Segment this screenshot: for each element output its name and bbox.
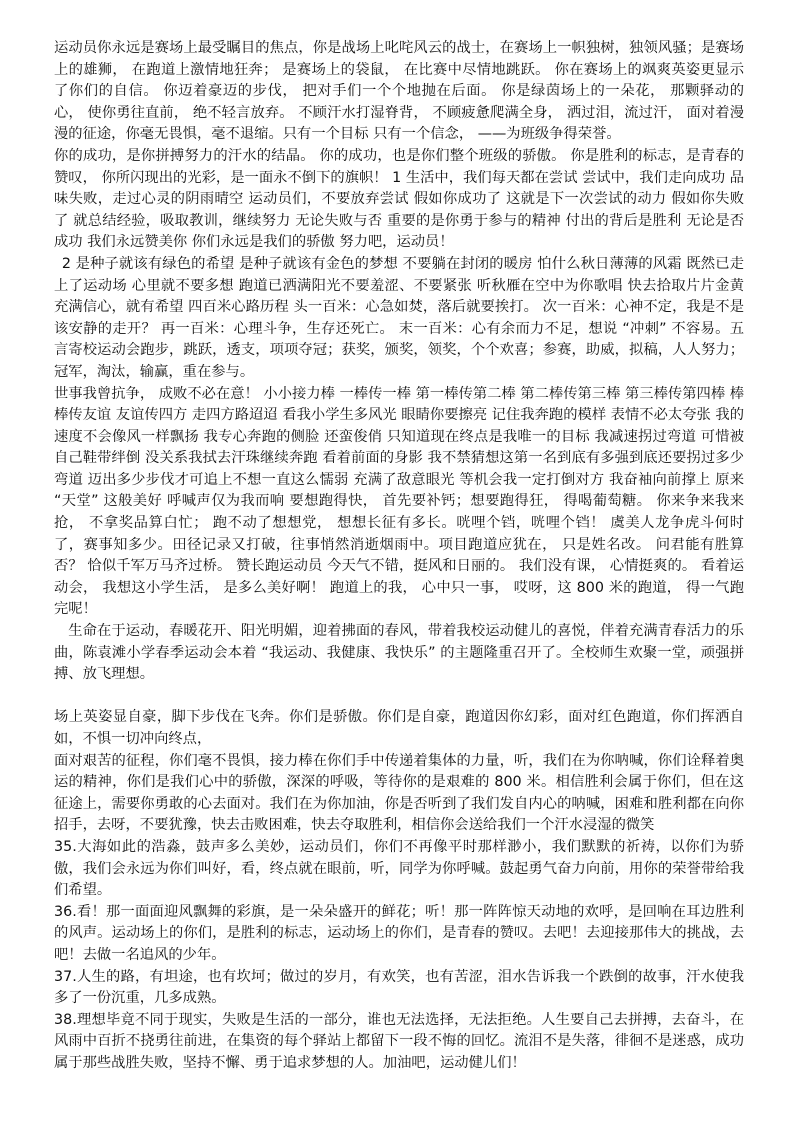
blank-line: [54, 686, 744, 708]
paragraph-hard-journey: 面对艰苦的征程，你们毫不畏惧，接力棒在你们手中传递着集体的力量，听，我们在为你呐喊，你们诠释着奥运的精神，你们是我们心中的骄傲，深深的呼吸，等待你的是艰难的 800 米。相信胜利会属于你们，但在这征途上，需要你勇敢的心去面对。我们在为你加油，你是否听到了我们发自内心的呐喊，困难和胜利都在向你招手，去呀，不要犹豫，快去击败困难，快去夺取胜利，相信你会送给我们一个汗水浸湿的微笑: [54, 752, 744, 834]
paragraph-athlete-focus: 运动员你永远是赛场上最受瞩目的焦点，你是战场上叱咤风云的战士，在赛场上一帜独树，独领风骚；是赛场上的雄狮， 在跑道上激情地狂奔； 是赛场上的袋鼠， 在比赛中尽情地跳跃。 你在赛场上的飒爽英姿更显示了你们的自信。 你迈着豪迈的步伐， 把对手们一个个地抛在后面。 你是绿茵场上的一朵花， 那颗驿动的心， 使你勇往直前， 绝不轻言放弃。 不顾汗水打湿脊背， 不顾疲惫爬满全身， 洒过泪，流过汗， 面对着漫漫的征途，你毫无畏惧，毫不退缩。只有一个目标 只有一个信念， ——为班级争得荣誉。: [54, 40, 744, 143]
paragraph-seed-hope: 2 是种子就该有绿色的希望 是种子就该有金色的梦想 不要躺在封闭的暖房 怕什么秋日薄薄的风霜 既然已走上了运动场 心里就不要多想 跑道已洒满阳光不要羞涩、不要紧张 听秋雁在空中为你歌唱 快去拾取片片金黄 充满信心，就有希望 四百米心路历程 头一百米：心急如焚，落后就要挨打。 次一百米：心神不定，我是不是该安静的走开？ 再一百米：心理斗争，生存还死亡。 末一百米：心有余而力不足，想说 “冲刺” 不容易。五言寄校运动会跑步，跳跃，透支，项项夺冠；获奖，颁奖，领奖，个个欢喜；参赛，助威，拟稿，人人努力； 冠军，淘汰，输赢，重在参与。: [54, 255, 744, 380]
paragraph-item-38: 38.理想毕竟不同于现实，失败是生活的一部分，谁也无法选择，无法拒绝。人生要自己去拼搏，去奋斗，在风雨中百折不挠勇往前进，在集资的每个驿站上都留下一段不悔的回忆。流泪不是失落，徘徊不是迷惑，成功属于那些战胜失败，坚持不懈、勇于追求梦想的人。加油吧，运动健儿们！: [54, 1011, 744, 1071]
paragraph-spring-games: 生命在于运动，春暖花开、阳光明媚，迎着拂面的春风，带着我校运动健儿的喜悦，伴着充满青春活力的乐曲，陈袁滩小学春季运动会本着 “我运动、我健康、我快乐” 的主题隆重召开了。全校师生欢聚一堂，顽强拼搏、放飞理想。: [54, 623, 744, 683]
paragraph-success: 你的成功，是你拼搏努力的汗水的结晶。 你的成功，也是你们整个班级的骄傲。 你是胜利的标志，是青春的赞叹， 你所闪现出的光彩，是一面永不倒下的旗帜！ 1 生活中，我们每天都在尝试 尝试中，我们走向成功 品味失败，走过心灵的阴雨晴空 运动员们，不要放弃尝试 假如你成功了 这就是下一次尝试的动力 假如你失败了 就总结经验，吸取教训，继续努力 无论失败与否 重要的是你勇于参与的精神 付出的背后是胜利 无论是否成功 我们永远赞美你 你们永远是我们的骄傲 努力吧，运动员！: [54, 147, 744, 251]
paragraph-item-37: 37.人生的路，有坦途，也有坎坷；做过的岁月，有欢笑，也有苦涩，泪水告诉我一个跌倒的故事，汗水使我多了一份沉重，几多成熟。: [54, 968, 744, 1007]
paragraph-track-pride: 场上英姿显自豪，脚下步伐在飞奔。你们是骄傲。你们是自豪，跑道因你幻彩，面对红色跑道，你们挥洒自如，不惧一切冲向终点，: [54, 709, 744, 747]
document-body: [54, 38, 744, 1075]
paragraph-item-35: 35.大海如此的浩淼，鼓声多么美妙，运动员们，你们不再像平时那样渺小，我们默默的祈祷，以你们为骄傲，我们会永远为你们叫好，看，终点就在眼前，听，同学为你呼喊。鼓起勇气奋力向前，用你的荣誉带给我们希望。: [54, 838, 744, 899]
paragraph-relay-baton: 世事我曾抗争， 成败不必在意！ 小小接力棒 一棒传一棒 第一棒传第二棒 第二棒传第三棒 第三棒传第四棒 棒棒传友谊 友谊传四方 走四方路迢迢 看我小学生多风光 眼睛你要擦亮 记住我奔跑的模样 表情不必太夸张 我的速度不会像风一样飘扬 我专心奔跑的侧脸 还蛮俊俏 只知道现在终点是我唯一的目标 我减速拐过弯道 可惜被自己鞋带绊倒 没关系我拭去汗珠继续奔跑 看着前面的身影 我不禁猜想这第一名到底有多强到底还要拐过多少弯道 迈出多少步伐才可追上不想一直这么懦弱 充满了敌意眼光 等机会我一定打倒对方 我奋袖向前撑上 原来 “天堂” 这般美好 呼喊声仅为我而响 要想跑得快， 首先要补钙；想要跑得狂， 得喝葡萄糖。 你来争来我来抢， 不拿奖品算白忙； 跑不动了想想党， 想想长征有多长。咣哩个铛，咣哩个铛！ 虞美人龙争虎斗何时了，赛事知多少。田径记录又打破，往事悄然消逝烟雨中。项目跑道应犹在， 只是姓名改。 问君能有胜算否？ 恰似千军万马齐过桥。 赞长跑运动员 今天气不错，挺风和日丽的。 我们没有课， 心情挺爽的。 看着运动会， 我想这小学生活， 是多么美好啊！ 跑道上的我， 心中只一事， 哎呀，这 800 米的跑道， 得一气跑完呢！: [54, 385, 744, 618]
paragraph-item-36: 36.看！那一面面迎风飘舞的彩旗，是一朵朵盛开的鲜花；听！那一阵阵惊天动地的欢呼，是回响在耳边胜利的风声。运动场上的你们，是胜利的标志，运动场上的你们，是青春的赞叹。去吧！去迎接那伟大的挑战，去吧！去做一名追风的少年。: [54, 903, 744, 963]
